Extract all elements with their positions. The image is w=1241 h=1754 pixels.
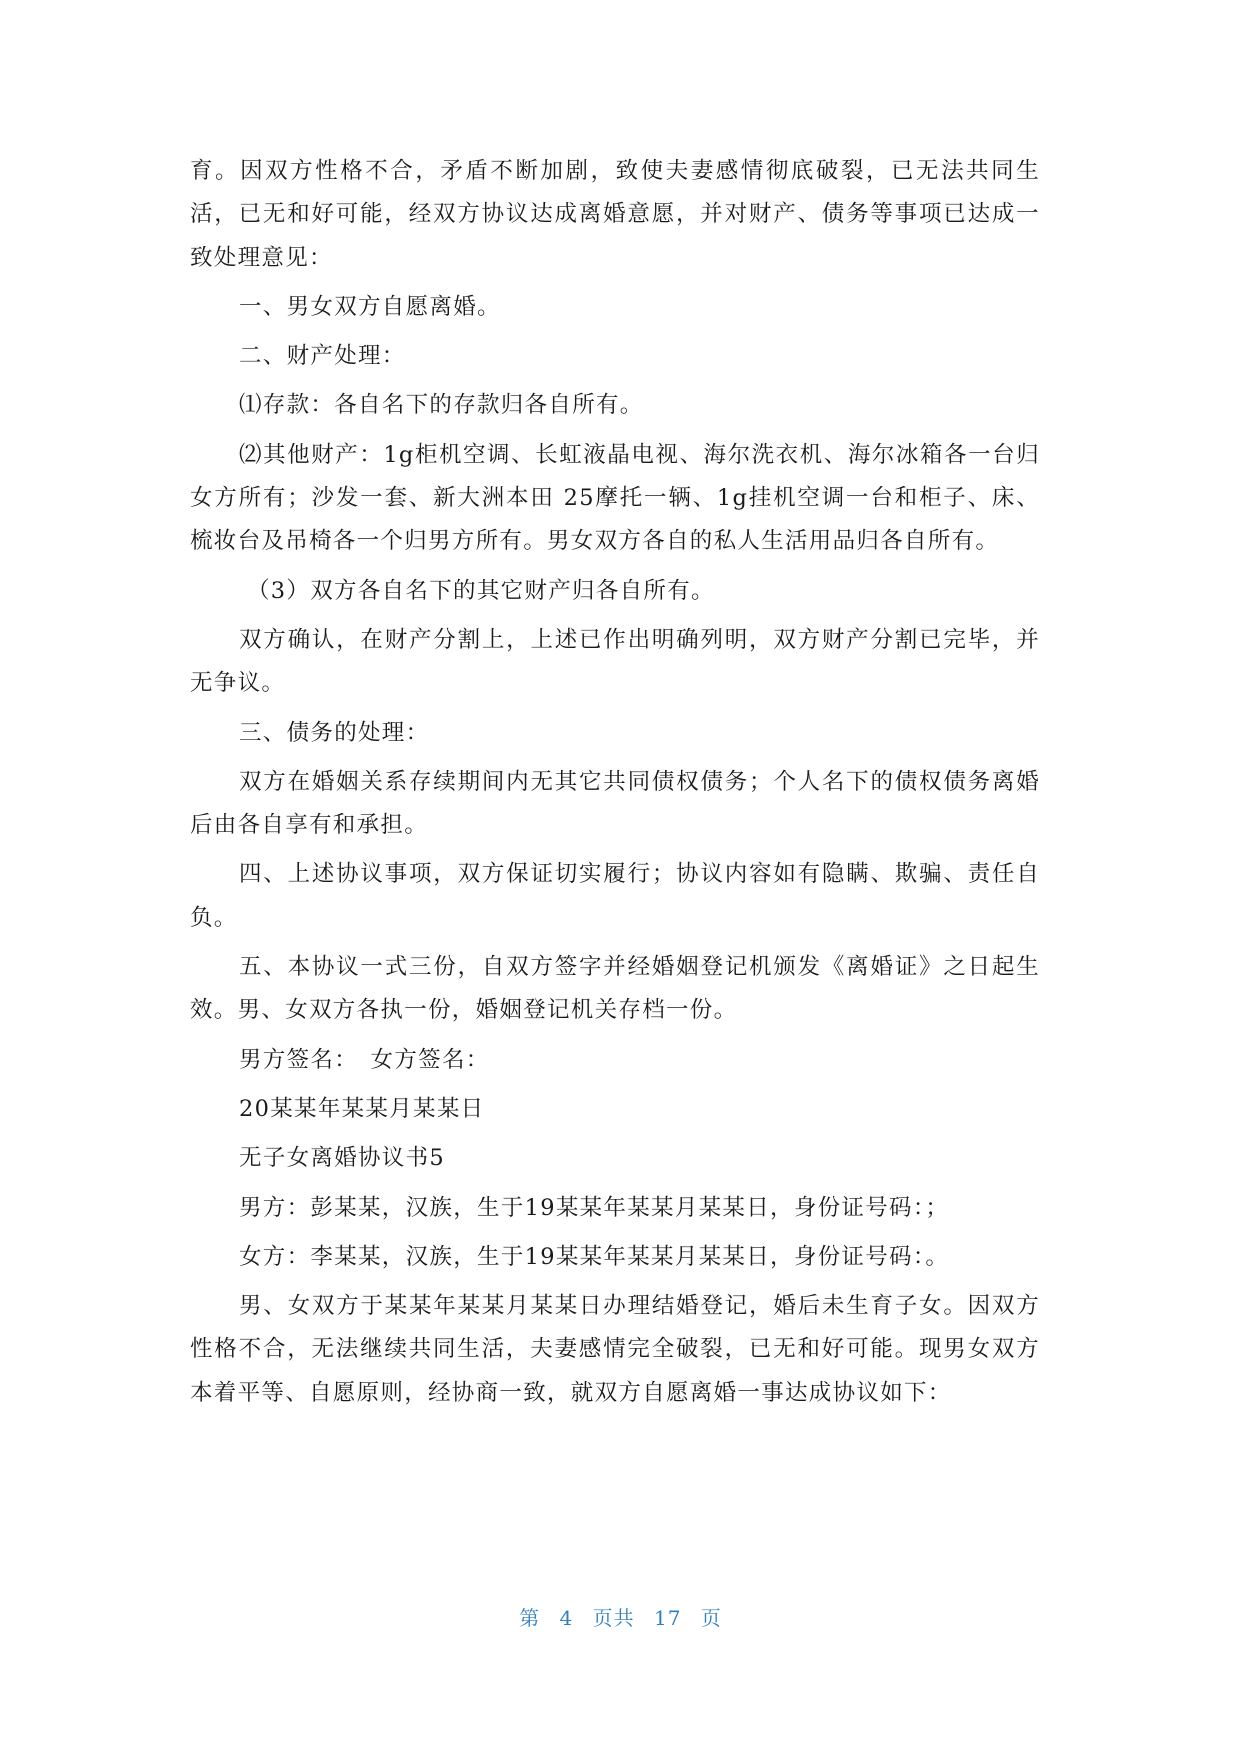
footer-total-pages: 17 xyxy=(654,1606,682,1630)
section-title: 无子女离婚协议书5 xyxy=(239,1145,446,1172)
party-female: 女方：李某某，汉族，生于19某某年某某月某某日，身份证号码：。 xyxy=(239,1243,950,1270)
paragraph-continuation: 育。因双方性格不合，矛盾不断加剧，致使夫妻感情彻底破裂，已无法共同生活，已无和好可能，经双方协议达成离婚意愿，并对财产、债务等事项已达成一致处理意见： xyxy=(190,158,1040,271)
footer-label-page: 第 xyxy=(519,1606,541,1630)
clause-5-copies: 五、本协议一式三份，自双方签字并经婚姻登记机颁发《离婚证》之日起生效。男、女双方各执一份，婚姻登记机关存档一份。 xyxy=(190,954,1040,1024)
clause-4-performance: 四、上述协议事项，双方保证切实履行；协议内容如有隐瞒、欺骗、责任自负。 xyxy=(190,861,1040,931)
property-confirmation: 双方确认，在财产分割上，上述已作出明确列明，双方财产分割已完毕，并无争议。 xyxy=(190,626,1040,697)
property-item-other: ⑵其他财产：1g柜机空调、长虹液晶电视、海尔洗衣机、海尔冰箱各一台归女方所有；沙发一套、新大洲本田 25摩托一辆、1g挂机空调一台和柜子、床、梳妆台及吊椅各一个归男方所有。男女双方各自的私人生活用品归各自所有。 xyxy=(190,441,1040,555)
footer-current-page: 4 xyxy=(559,1606,574,1630)
clause-1-voluntary-divorce: 一、男女双方自愿离婚。 xyxy=(239,293,501,320)
property-item-3: （3）双方各自名下的其它财产归各自所有。 xyxy=(247,577,715,604)
debts-paragraph: 双方在婚姻关系存续期间内无其它共同债权债务；个人名下的债权债务离婚后由各自享有和承担。 xyxy=(190,768,1040,839)
footer-label-total: 页共 xyxy=(592,1606,635,1630)
footer-label-end: 页 xyxy=(700,1606,722,1630)
document-body xyxy=(190,150,1040,1421)
property-item-deposits: ⑴存款：各自名下的存款归各自所有。 xyxy=(239,392,644,419)
page-number-footer xyxy=(0,1602,1241,1631)
marriage-background: 男、女双方于某某年某某月某某日办理结婚登记，婚后未生育子女。因双方性格不合，无法继续共同生活，夫妻感情完全破裂，已无和好可能。现男女双方本着平等、自愿原则，经协商一致，就双方自愿离婚一事达成协议如下： xyxy=(190,1293,1040,1406)
party-male: 男方：彭某某，汉族，生于19某某年某某月某某日，身份证号码：； xyxy=(239,1194,950,1221)
clause-3-heading-debts: 三、债务的处理： xyxy=(239,719,430,746)
clause-2-heading-property: 二、财产处理： xyxy=(239,343,406,370)
signature-line: 男方签名： 女方签名： xyxy=(239,1046,490,1073)
date-line: 20某某年某某月某某日 xyxy=(239,1095,485,1122)
